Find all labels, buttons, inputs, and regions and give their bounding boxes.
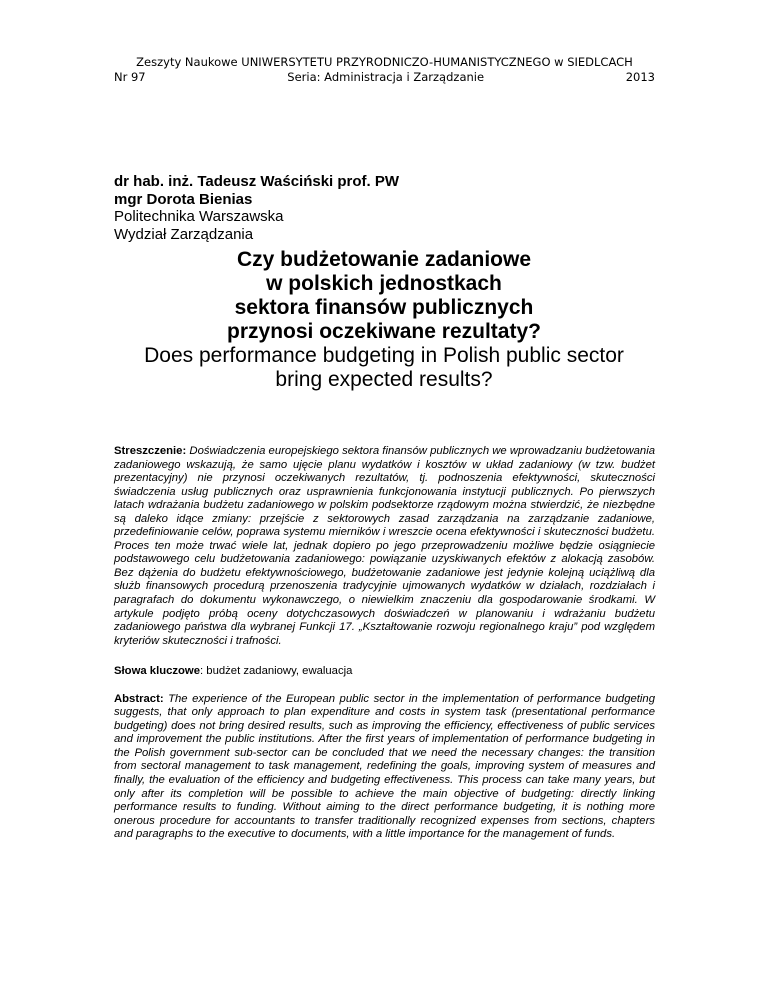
- header-info-row: [114, 70, 655, 85]
- author-1: dr hab. inż. Tadeusz Waściński prof. PW: [114, 173, 400, 190]
- affiliation: Politechnika Warszawska: [114, 208, 284, 225]
- author-2: mgr Dorota Bienias: [114, 190, 253, 208]
- title-pl-line-4: przynosi oczekiwane rezultaty?: [227, 320, 541, 343]
- journal-header: [114, 55, 655, 85]
- keywords-text: : budżet zadaniowy, ewaluacja: [200, 665, 353, 678]
- streszczenie-paragraph: [114, 445, 655, 648]
- title-en-line-1: Does performance budgeting in Polish public sector: [144, 344, 624, 367]
- abstracts-section: [114, 445, 655, 842]
- keywords-paragraph: [114, 665, 655, 679]
- abstract-label: Abstract:: [114, 692, 164, 705]
- keywords-label: Słowa kluczowe: [114, 665, 201, 678]
- department: Wydział Zarządzania: [114, 225, 254, 243]
- abstract-paragraph: [114, 693, 655, 842]
- year: 2013: [625, 70, 655, 84]
- title-en-line-2: bring expected results?: [275, 368, 493, 391]
- series-name: Seria: Administracja i Zarządzanie: [287, 70, 485, 84]
- title-pl-line-1: Czy budżetowanie zadaniowe: [236, 248, 532, 271]
- paper-title: [100, 248, 668, 392]
- issue-number: Nr 97: [114, 70, 146, 84]
- journal-name: Zeszyty Naukowe UNIWERSYTETU PRZYRODNICZO-HUMANISTYCZNEGO w SIEDLCACH: [136, 55, 633, 69]
- streszczenie-label: Streszczenie:: [114, 445, 187, 457]
- title-pl-line-3: sektora finansów publicznych: [234, 296, 534, 319]
- abstract-text: The experience of the European public sector in the implementation of performance budgeting suggests, that only approach to plan expenditure and costs in system task (presentational performance budgeting) does not bring desired results, such as improving the efficiency, effectiveness of public services and improvement the public institutions. After the first years of implementation of performance budgeting in the Polish government sub-sector can be concluded that we need the necessary changes: the transition from sectoral management to task management, redefining the goals, improving system of measures and finally, the evaluation of the efficiency and budgeting effectiveness. This process can take many years, but only after its completion will be possible to achieve the main objective of budgeting: directly linking performance results to funding. Without aiming to the direct performance budgeting, it is nothing more onerous procedure for accountants to transfer traditionally recognized expenses from sections, chapters and paragraphs to the executive to documents, with a little importance for the management of funds.: [114, 692, 655, 841]
- title-pl-line-2: w polskich jednostkach: [266, 272, 502, 295]
- streszczenie-text: Doświadczenia europejskiego sektora finansów publicznych we wprowadzaniu budżetowania zadaniowego wskazują, że samo ujęcie planu wydatków i kosztów w układ zadaniowy (w tzw. budżet prezentacyjny) nie przynosi oczekiwanych rezultatów, tj. podnoszenia efektywności, skuteczności świadczenia usług publicznych oraz usprawnienia funkcjonowania instytucji publicznych. Po pierwszych latach wdrażania budżetu zadaniowego w polskim podsektorze rządowym można stwierdzić, że niezbędne są daleko idące zmiany: przejście z sektorowych zasad zarządzania na zarządzanie zadaniowe, przedefiniowanie celów, poprawa systemu mierników i wreszcie ocena efektywności i skuteczności budżetu. Proces ten może trwać wiele lat, jednak dopiero po jego przeprowadzeniu możliwe będzie osiągniecie podstawowego celu budżetowania zadaniowego: powiązanie uzyskiwanych efektów z alokacją zasobów. Bez dążenia do budżetu efektywnościowego, budżetowanie zadaniowe jest jedynie kolejną uciążliwą dla służb finansowych procedurą przenoszenia tradycyjnie ujmowanych wydatków w działach, rozdziałach i paragrafach do dokumentu wykonawczego, o niewielkim znaczeniu dla gospodarowanie środkami. W artykule podjęto próbą oceny dotychczasowych doświadczeń w planowaniu i wdrażaniu budżetu zadaniowego państwa dla wybranej Funkcji 17. „Kształtowanie rozwoju regionalnego kraju” pod względem kryteriów skuteczności i trafności.: [114, 445, 656, 647]
- authors-block: [114, 173, 399, 243]
